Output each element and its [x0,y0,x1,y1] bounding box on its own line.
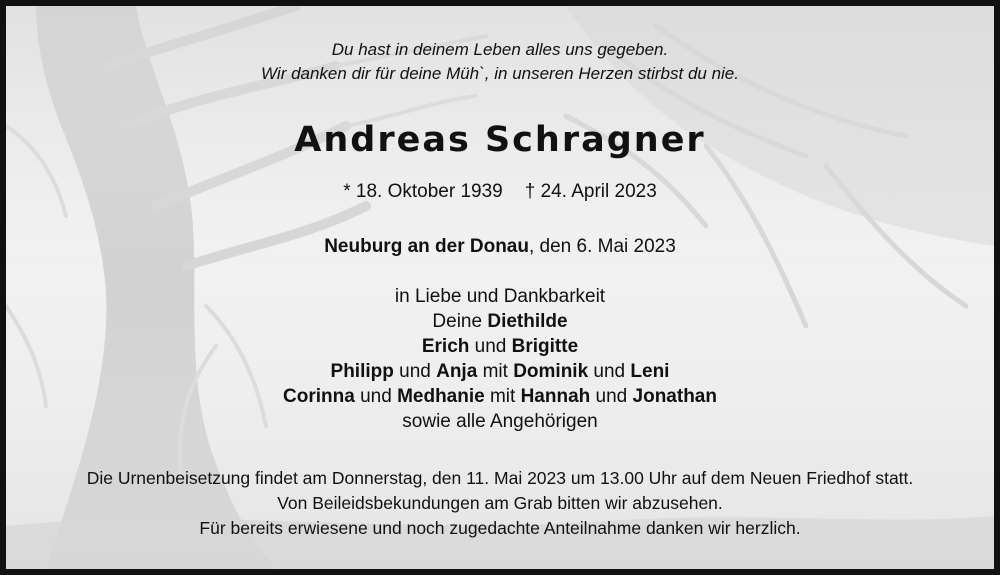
mourner-connector: und [588,361,631,382]
life-dates [6,181,994,203]
birth-date: * 18. Oktober 1939 [343,181,503,202]
mourner-line-4 [6,386,994,408]
mourners-closing: sowie alle Angehörigen [402,411,598,432]
mourner-name: Jonathan [632,386,717,407]
mourner-name: Leni [630,361,670,382]
mourner-name: Hannah [520,386,591,407]
mourner-name: Corinna [283,386,355,407]
mourner-line-1 [6,311,994,333]
mourner-name: Dominik [513,361,589,382]
mourner-name: Anja [436,361,478,382]
mourner-name: Medhanie [397,386,485,407]
mourner-name: Diethilde [487,311,568,332]
place-name: Neuburg an der Donau [324,236,529,257]
mourner-connector: Deine [432,311,488,332]
mourner-connector: und [469,336,512,357]
mourner-name: Philipp [330,361,394,382]
thanks-line: Für bereits erwiesene und noch zugedachte Anteilnahme danken wir herzlich. [199,518,801,538]
mourner-line-3 [6,361,994,383]
poem-line-1: Du hast in deinem Leben alles uns gegeben. [331,40,669,59]
notice-date: , den 6. Mai 2023 [528,236,676,257]
mourner-connector: mit [477,361,514,382]
mourner-name: Brigitte [511,336,579,357]
poem-line-2: Wir danken dir für deine Müh`, in unseren Herzen stirbst du nie. [261,64,739,83]
mourners-intro: in Liebe und Dankbarkeit [394,286,606,307]
death-date: † 24. April 2023 [524,181,657,202]
mourner-line-2 [6,336,994,358]
mourner-connector: und [354,386,398,407]
mourner-connector: und [393,361,437,382]
deceased-name: Andreas Schragner [294,120,706,160]
condolence-request: Von Beileidsbekundungen am Grab bitten wir abzusehen. [277,493,723,513]
mourner-name: Erich [421,336,470,357]
mourner-connector: und [590,386,633,407]
funeral-info: Die Urnenbeisetzung findet am Donnerstag, den 11. Mai 2023 um 13.00 Uhr auf dem Neuen Friedhof statt. [86,468,914,488]
place-date-line [6,236,994,258]
mourner-connector: mit [484,386,521,407]
